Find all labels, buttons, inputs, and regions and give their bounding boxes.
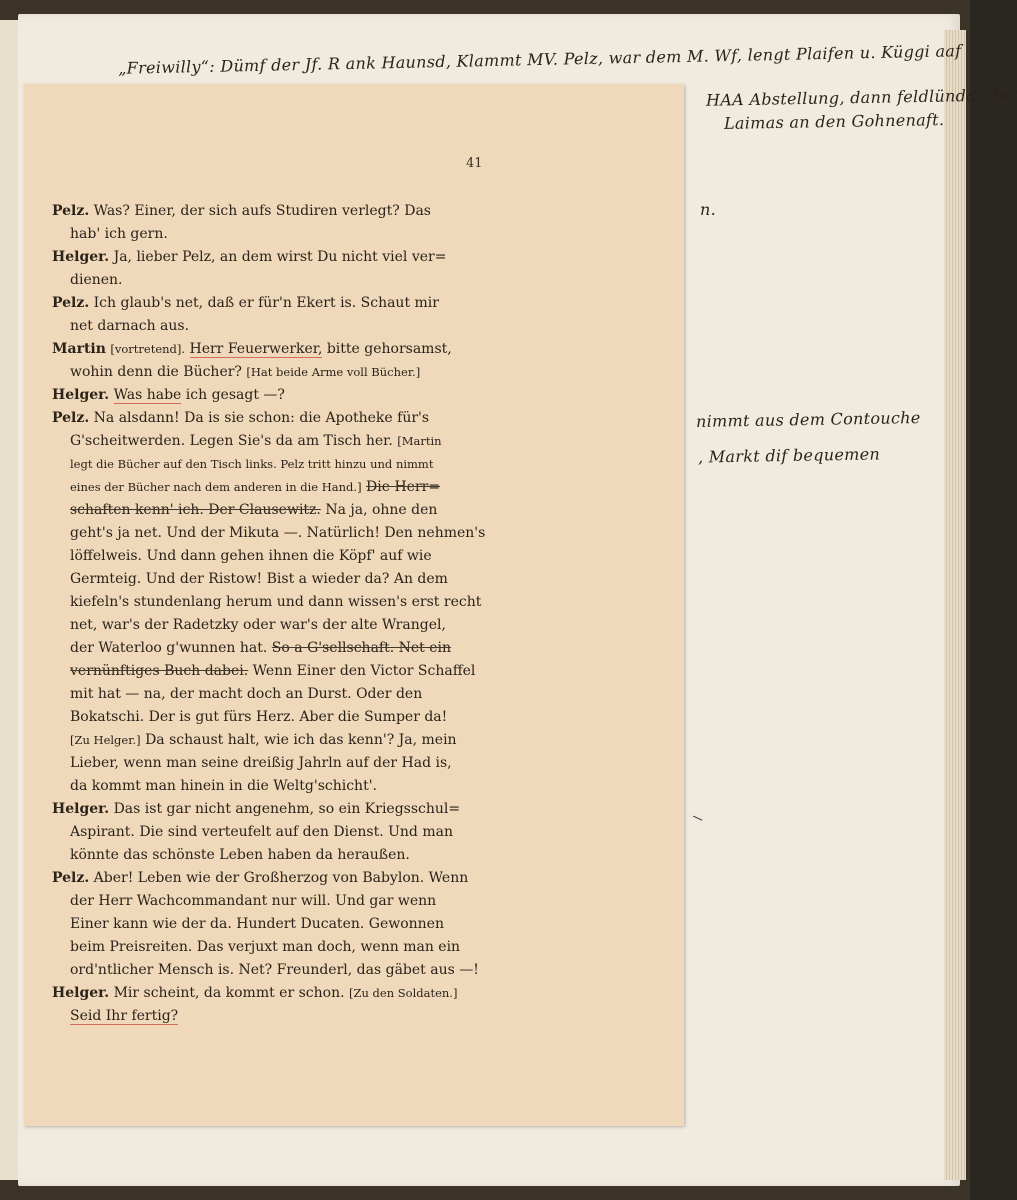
dialogue: geht's ja net. Und der Mikuta —. Natürlich! Den nehmen's — [70, 525, 486, 541]
stage-direction: [vortretend]. — [110, 342, 186, 356]
stage-direction: eines der Bücher nach dem anderen in die Hand.] — [70, 480, 362, 494]
underlined-text: Was habe — [113, 387, 182, 403]
dialogue: Einer kann wie der da. Hundert Ducaten. Gewonnen — [70, 916, 444, 932]
text-line — [52, 844, 632, 867]
dialogue: kiefeln's stundenlang herum und dann wissen's erst recht — [70, 594, 482, 610]
dialogue: löffelweis. Und dann gehen ihnen die Köpf' auf wie — [70, 548, 432, 564]
underlined-text: Herr Feuerwerker, — [189, 341, 323, 357]
text-line — [52, 729, 632, 752]
dialogue: dienen. — [70, 272, 123, 288]
stage-direction: legt die Bücher auf den Tisch links. Pelz tritt hinzu und nimmt — [70, 457, 434, 471]
dialogue: Da schaust halt, wie ich das kenn'? Ja, mein — [145, 732, 457, 748]
dialogue: ord'ntlicher Mensch is. Net? Freunderl, das gäbet aus —! — [70, 962, 479, 978]
text-line — [52, 821, 632, 844]
text-line — [52, 200, 632, 223]
text-line — [52, 798, 632, 821]
text-line — [52, 407, 632, 430]
text-line — [52, 982, 632, 1005]
text-line — [52, 867, 632, 890]
dialogue: Was? Einer, der sich aufs Studiren verlegt? Das — [93, 203, 431, 219]
text-line — [52, 430, 632, 453]
struck-text: vernünftiges Buch dabei. — [70, 663, 249, 679]
dialogue: Ich glaub's net, daß er für'n Ekert is. Schaut mir — [93, 295, 439, 311]
text-line — [52, 545, 632, 568]
page-stack-edge — [944, 30, 966, 1180]
dialogue: Wenn Einer den Victor Schaffel — [252, 663, 476, 679]
dialogue: ich gesagt —? — [185, 387, 285, 403]
text-line — [52, 223, 632, 246]
dialogue: Na alsdann! Da is sie schon: die Apotheke für's — [93, 410, 430, 426]
struck-text: Die Herr= — [366, 479, 441, 495]
speaker-name: Helger. — [52, 249, 110, 265]
dialogue: hab' ich gern. — [70, 226, 168, 242]
dialogue: der Waterloo g'wunnen hat. — [70, 640, 268, 656]
dialogue: net darnach aus. — [70, 318, 190, 334]
handwritten-note-line6: , Markt dif bequemen — [697, 444, 881, 467]
text-line — [52, 499, 632, 522]
text-line — [52, 775, 632, 798]
text-line — [52, 591, 632, 614]
text-line — [52, 936, 632, 959]
text-line — [52, 522, 632, 545]
speaker-name: Pelz. — [52, 410, 90, 426]
dialogue: mit hat — na, der macht doch an Durst. Oder den — [70, 686, 423, 702]
handwritten-note-line2: HAA Abstellung, dann feldlündat der — [705, 85, 1017, 110]
text-line — [52, 913, 632, 936]
dialogue: der Herr Wachcommandant nur will. Und gar wenn — [70, 893, 437, 909]
dialogue: bitte gehorsamst, — [326, 341, 452, 357]
speaker-name: Helger. — [52, 985, 110, 1001]
dialogue: Mir scheint, da kommt er schon. — [113, 985, 345, 1001]
text-line — [52, 246, 632, 269]
script-text — [52, 200, 632, 1028]
text-line — [52, 752, 632, 775]
text-line — [52, 269, 632, 292]
speaker-name: Pelz. — [52, 870, 90, 886]
stage-direction: [Martin — [397, 434, 442, 448]
dialogue: Germteig. Und der Ristow! Bist a wieder da? An dem — [70, 571, 448, 587]
dialogue: Aber! Leben wie der Großherzog von Babylon. Wenn — [93, 870, 469, 886]
stage-direction: [Zu den Soldaten.] — [349, 986, 458, 1000]
underlined-text: Seid Ihr fertig? — [70, 1008, 179, 1024]
dialogue: G'scheitwerden. Legen Sie's da am Tisch her. — [70, 433, 393, 449]
speaker-name: Helger. — [52, 387, 110, 403]
dialogue: Lieber, wenn man seine dreißig Jahrln auf der Had is, — [70, 755, 452, 771]
dialogue: net, war's der Radetzky oder war's der alte Wrangel, — [70, 617, 446, 633]
text-line — [52, 706, 632, 729]
speaker-name: Pelz. — [52, 295, 90, 311]
dialogue: könnte das schönste Leben haben da heraußen. — [70, 847, 410, 863]
dialogue: Na ja, ohne den — [325, 502, 438, 518]
dialogue: Das ist gar nicht angenehm, so ein Kriegsschul= — [113, 801, 461, 817]
page-number: 41 — [466, 156, 483, 171]
text-line — [52, 660, 632, 683]
text-line — [52, 568, 632, 591]
text-line — [52, 292, 632, 315]
text-line — [52, 476, 632, 499]
text-line — [52, 637, 632, 660]
dialogue: Aspirant. Die sind verteufelt auf den Dienst. Und man — [70, 824, 453, 840]
handwritten-note-line3: Laimas an den Gohnenaft. — [723, 110, 945, 133]
text-line — [52, 453, 632, 476]
text-line — [52, 315, 632, 338]
stage-direction: [Zu Helger.] — [70, 733, 141, 747]
text-line — [52, 361, 632, 384]
dialogue: wohin denn die Bücher? — [70, 364, 242, 380]
struck-text: So a G'sellschaft. Net ein — [271, 640, 452, 656]
speaker-name: Pelz. — [52, 203, 90, 219]
speaker-name: Martin — [52, 341, 106, 357]
handwritten-note-line4: n. — [700, 200, 716, 219]
dialogue: beim Preisreiten. Das verjuxt man doch, wenn man ein — [70, 939, 461, 955]
text-line — [52, 614, 632, 637]
text-line — [52, 1005, 632, 1028]
text-line — [52, 683, 632, 706]
speaker-name: Helger. — [52, 801, 110, 817]
handwritten-note-line5: nimmt aus dem Contouche — [695, 408, 921, 431]
text-line — [52, 384, 632, 407]
text-line — [52, 959, 632, 982]
text-line — [52, 890, 632, 913]
dialogue: da kommt man hinein in die Weltg'schicht'. — [70, 778, 377, 794]
dialogue: Bokatschi. Der is gut fürs Herz. Aber die Sumper da! — [70, 709, 448, 725]
text-line — [52, 338, 632, 361]
dialogue: Ja, lieber Pelz, an dem wirst Du nicht viel ver= — [113, 249, 447, 265]
struck-text: schaften kenn' ich. Der Clausewitz. — [70, 502, 321, 518]
handwritten-note-line1: „Freiwilly“: Dümf der Jf. R ank Haunsd, Klammt MV. Pelz, war dem M. Wf, lengt Plaifen u. Küggi aaf — [117, 41, 962, 78]
stage-direction: [Hat beide Arme voll Bücher.] — [246, 365, 421, 379]
